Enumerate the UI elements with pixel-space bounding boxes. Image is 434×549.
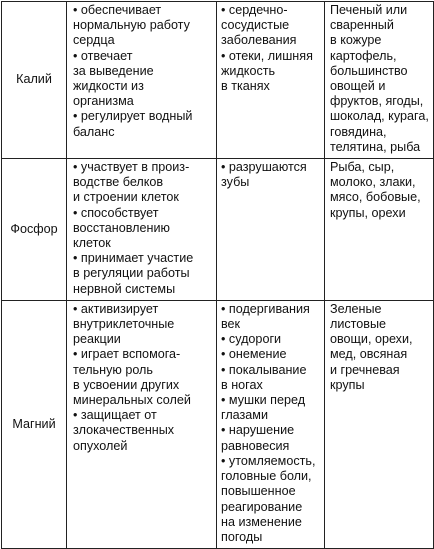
source-line: мед, овсяная	[330, 347, 408, 362]
source-line: крупы, орехи	[330, 205, 406, 220]
deficiency-line: • покалывание	[221, 362, 307, 377]
deficiency-line: • отеки, лишняя	[221, 48, 313, 63]
deficiency-line: заболевания	[221, 33, 297, 48]
source-line: сваренный	[330, 18, 394, 33]
function-line: • обеспечивает	[73, 3, 162, 17]
function-line: злокачественных	[73, 423, 175, 438]
deficiency-line: жидкость	[221, 63, 276, 78]
deficiency-line: • сердечно-	[221, 3, 288, 17]
function-line: организма	[73, 94, 134, 109]
element-name-cell	[2, 159, 67, 301]
function-line: реакции	[73, 332, 121, 347]
deficiency-cell	[217, 2, 325, 159]
minerals-table	[1, 1, 434, 549]
table-row	[2, 159, 434, 301]
table-row	[2, 2, 434, 159]
sources-cell	[325, 159, 434, 301]
deficiency-line: • нарушение	[221, 423, 295, 438]
minerals-table-body	[2, 2, 434, 549]
source-line: в кожуре	[330, 33, 382, 48]
function-line: внутриклеточные	[73, 317, 175, 332]
function-line: • играет вспомога-	[73, 347, 181, 362]
function-line: нервной системы	[73, 281, 176, 296]
function-line: • участвует в произ-	[73, 160, 190, 175]
source-line: листовые	[330, 317, 387, 332]
deficiency-line: равновесия	[221, 438, 290, 453]
functions-cell	[67, 300, 217, 548]
deficiency-line: • мушки перед	[221, 393, 306, 408]
function-line: восстановлению	[73, 220, 170, 235]
sources-cell	[325, 300, 434, 548]
sources-cell	[325, 2, 434, 159]
deficiency-line: головные боли,	[221, 469, 312, 484]
function-line: баланс	[73, 124, 115, 139]
deficiency-line: • подергивания	[221, 301, 310, 316]
function-line: и строении клеток	[73, 190, 179, 205]
deficiency-line: повышенное	[221, 484, 296, 499]
element-name: Калий	[16, 72, 52, 87]
function-line: • активизирует	[73, 301, 159, 316]
deficiency-line: реагирование	[221, 499, 303, 514]
element-name: Фосфор	[10, 221, 58, 236]
table-row	[2, 300, 434, 548]
source-line: фруктов, ягоды,	[330, 94, 424, 109]
deficiency-line: сосудистые	[221, 18, 290, 33]
source-line: овощи, орехи,	[330, 332, 413, 347]
function-line: тельную роль	[73, 362, 153, 377]
deficiency-line: • судороги	[221, 332, 282, 347]
function-line: • принимает участие	[73, 251, 194, 266]
function-line: минеральных солей	[73, 393, 191, 408]
source-line: Рыба, сыр,	[330, 160, 395, 175]
function-line: • отвечает	[73, 48, 133, 63]
deficiency-line: • онемение	[221, 347, 287, 362]
source-line: большинство	[330, 63, 408, 78]
element-name: Магний	[12, 416, 56, 431]
function-line: за выведение	[73, 63, 154, 78]
deficiency-line: погоды	[221, 529, 263, 544]
deficiency-line: глазами	[221, 408, 268, 423]
function-line: клеток	[73, 236, 111, 251]
source-line: Печеный или	[330, 3, 408, 17]
function-line: в регуляции работы	[73, 266, 190, 281]
functions-cell	[67, 159, 217, 301]
deficiency-line: на изменение	[221, 514, 302, 529]
element-name-cell	[2, 2, 67, 159]
source-line: картофель,	[330, 48, 397, 63]
deficiency-line: • разрушаются	[221, 160, 307, 175]
function-line: опухолей	[73, 438, 128, 453]
deficiency-line: в тканях	[221, 79, 270, 94]
deficiency-line: век	[221, 317, 241, 332]
source-line: телятина, рыба	[330, 139, 421, 154]
source-line: шоколад, курага,	[330, 109, 429, 124]
deficiency-line: • утомляемость,	[221, 453, 316, 468]
source-line: и гречневая	[330, 362, 400, 377]
function-line: сердца	[73, 33, 115, 48]
function-line: нормальную работу	[73, 18, 190, 33]
source-line: Зеленые	[330, 301, 382, 316]
function-line: • способствует	[73, 205, 159, 220]
function-line: • защищает от	[73, 408, 157, 423]
source-line: мясо, бобовые,	[330, 190, 421, 205]
source-line: говядина,	[330, 124, 387, 139]
source-line: овощей и	[330, 79, 386, 94]
deficiency-line: в ногах	[221, 377, 263, 392]
function-line: жидкости из	[73, 79, 144, 94]
function-line: • регулирует водный	[73, 109, 193, 124]
function-line: водстве белков	[73, 175, 164, 190]
functions-cell	[67, 2, 217, 159]
source-line: крупы	[330, 377, 365, 392]
deficiency-cell	[217, 300, 325, 548]
deficiency-line: зубы	[221, 175, 250, 190]
function-line: в усвоении других	[73, 377, 180, 392]
source-line: молоко, злаки,	[330, 175, 416, 190]
deficiency-cell	[217, 159, 325, 301]
element-name-cell	[2, 300, 67, 548]
